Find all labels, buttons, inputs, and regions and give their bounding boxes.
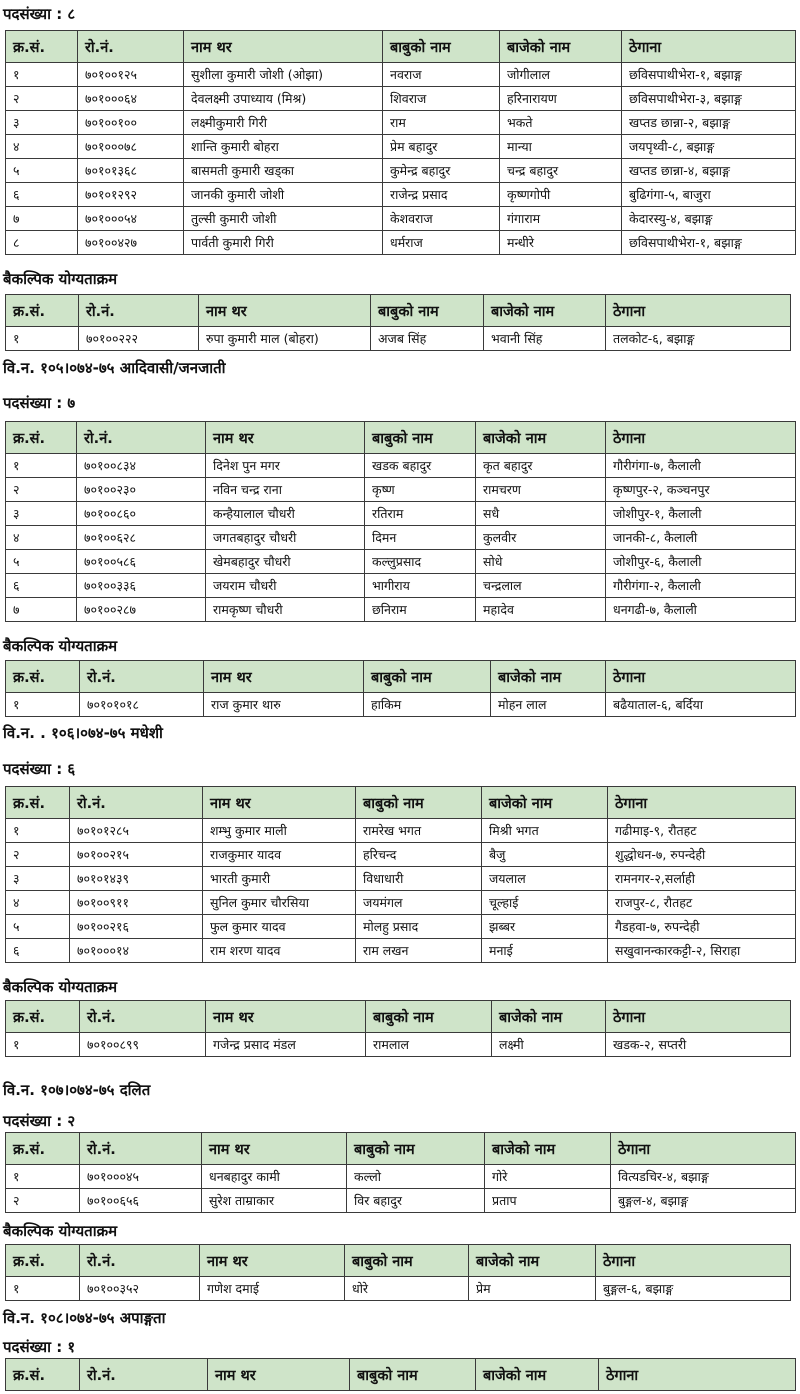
address-cell: जानकी-८, कैलाली: [606, 526, 796, 550]
roll-number-cell: ७०१००५८६: [77, 550, 206, 574]
roll-number-cell: ७०१०००५४: [78, 207, 184, 231]
name-cell: फुल कुमार यादव: [203, 915, 356, 939]
table-row: [6, 1033, 791, 1057]
name-cell: तुल्सी कुमारी जोशी: [184, 207, 383, 231]
header-row: [6, 1359, 796, 1391]
address-cell: धनगढी-७, कैलाली: [606, 598, 796, 622]
address-cell: शुद्धोधन-७, रुपन्देही: [608, 843, 796, 867]
roll-number-cell: ७०१००१२५: [78, 63, 184, 87]
father-name-cell: हाकिम: [364, 693, 491, 717]
section-title: वि.न. . १०६।०७४-७५ मधेशी: [3, 724, 163, 742]
name-cell: बासमती कुमारी खड्का: [184, 159, 383, 183]
grandfather-name-cell: मान्या: [500, 135, 622, 159]
grandfather-name-cell: सधै: [476, 502, 606, 526]
serial-cell: २: [6, 478, 77, 502]
col-roll-number-header: रो.नं.: [80, 1133, 202, 1165]
name-cell: लक्ष्मीकुमारी गिरी: [184, 111, 383, 135]
table-row: [6, 159, 796, 183]
table-row: [6, 1165, 796, 1189]
grandfather-name-cell: भवानी सिंह: [484, 327, 606, 351]
roll-number-cell: ७०१००८३४: [77, 454, 206, 478]
address-cell: खडक-२, सप्तरी: [606, 1033, 791, 1057]
name-cell: गणेश दमाई: [200, 1277, 345, 1301]
father-name-cell: खडक बहादुर: [365, 454, 476, 478]
table-row: [6, 574, 796, 598]
section-title: वि.न. १०७।०७४-७५ दलित: [3, 1081, 151, 1099]
serial-cell: ४: [6, 891, 70, 915]
col-grandfather-name-header: बाजेको नाम: [484, 295, 606, 327]
col-grandfather-name-header: बाजेको नाम: [476, 1359, 599, 1391]
grandfather-name-cell: चन्द्र बहादुर: [500, 159, 622, 183]
grandfather-name-cell: कुलवीर: [476, 526, 606, 550]
alternate-list-label: बैकल्पिक योग्यताक्रम: [3, 978, 118, 996]
table-row: [6, 1189, 796, 1213]
grandfather-name-cell: झब्बर: [482, 915, 608, 939]
address-cell: गौरीगंगा-७, कैलाली: [606, 454, 796, 478]
name-cell: पार्वती कुमारी गिरी: [184, 231, 383, 255]
post-count-label: पदसंख्या : ६: [3, 760, 76, 778]
table-row: [6, 63, 796, 87]
serial-cell: ७: [6, 207, 78, 231]
name-cell: खेमबहादुर चौधरी: [206, 550, 365, 574]
grandfather-name-cell: कृत बहादुर: [476, 454, 606, 478]
serial-cell: ५: [6, 159, 78, 183]
father-name-cell: अजब सिंह: [371, 327, 484, 351]
father-name-cell: प्रेम बहादुर: [383, 135, 500, 159]
name-cell: जगतबहादुर चौधरी: [206, 526, 365, 550]
serial-cell: १: [6, 327, 79, 351]
name-cell: राज कुमार थारु: [204, 693, 364, 717]
col-roll-number-header: रो.नं.: [79, 295, 199, 327]
father-name-cell: राम: [383, 111, 500, 135]
col-roll-number-header: रो.नं.: [80, 1001, 206, 1033]
name-cell: नविन चन्द्र राना: [206, 478, 365, 502]
table-row: [6, 327, 791, 351]
grandfather-name-cell: भकते: [500, 111, 622, 135]
address-cell: रामनगर-२,सर्लाही: [608, 867, 796, 891]
grandfather-name-cell: कृष्णगोपी: [500, 183, 622, 207]
alternate-list-table: [5, 1244, 791, 1301]
table-row: [6, 891, 796, 915]
post-count-label: पदसंख्या : ८: [3, 5, 76, 23]
address-cell: गढीमाइ-९, रौतहट: [608, 819, 796, 843]
col-name-header: नाम थर: [202, 1133, 347, 1165]
table-row: [6, 843, 796, 867]
col-address-header: ठेगाना: [622, 31, 796, 63]
col-address-header: ठेगाना: [606, 422, 796, 454]
address-cell: राजपुर-८, रौतहट: [608, 891, 796, 915]
table-row: [6, 867, 796, 891]
col-address-header: ठेगाना: [599, 1359, 796, 1391]
alternate-list-label: बैकल्पिक योग्यताक्रम: [3, 1222, 118, 1240]
col-roll-number-header: रो.नं.: [70, 787, 203, 819]
col-roll-number-header: रो.नं.: [78, 31, 184, 63]
col-name-header: नाम थर: [199, 295, 371, 327]
alternate-list-table: [5, 1000, 791, 1057]
roll-number-cell: ७०१००२१६: [70, 915, 203, 939]
col-serial-header: क्र.सं.: [6, 1359, 80, 1391]
address-cell: बुङ्गल-६, बझाङ्ग: [596, 1277, 791, 1301]
father-name-cell: कृष्ण: [365, 478, 476, 502]
address-cell: सखुवानन्कारकट्टी-२, सिराहा: [608, 939, 796, 963]
address-cell: जयपृथ्वी-८, बझाङ्ग: [622, 135, 796, 159]
roll-number-cell: ७०१००४२७: [78, 231, 184, 255]
father-name-cell: कल्लो: [347, 1165, 485, 1189]
post-count-label: पदसंख्या : ७: [3, 394, 76, 412]
col-roll-number-header: रो.नं.: [80, 1245, 200, 1277]
col-address-header: ठेगाना: [611, 1133, 796, 1165]
col-grandfather-name-header: बाजेको नाम: [469, 1245, 596, 1277]
table-row: [6, 526, 796, 550]
table-row: [6, 87, 796, 111]
col-grandfather-name-header: बाजेको नाम: [476, 422, 606, 454]
father-name-cell: रामरेख भगत: [356, 819, 482, 843]
table-row: [6, 478, 796, 502]
name-cell: दिनेश पुन मगर: [206, 454, 365, 478]
col-name-header: नाम थर: [203, 787, 356, 819]
grandfather-name-cell: हरिनारायण: [500, 87, 622, 111]
father-name-cell: केशवराज: [383, 207, 500, 231]
grandfather-name-cell: जयलाल: [482, 867, 608, 891]
col-address-header: ठेगाना: [608, 787, 796, 819]
father-name-cell: कल्लुप्रसाद: [365, 550, 476, 574]
merit-list-table: [5, 1358, 796, 1391]
name-cell: जयराम चौधरी: [206, 574, 365, 598]
roll-number-cell: ७०१०००१४: [70, 939, 203, 963]
table-row: [6, 135, 796, 159]
name-cell: देवलक्ष्मी उपाध्याय (मिश्र): [184, 87, 383, 111]
col-name-header: नाम थर: [206, 422, 365, 454]
roll-number-cell: ७०१००२८७: [77, 598, 206, 622]
address-cell: केदारस्यु-४, बझाङ्ग: [622, 207, 796, 231]
address-cell: छविसपाथीभेरा-१, बझाङ्ग: [622, 63, 796, 87]
header-row: [6, 1001, 791, 1033]
father-name-cell: छनिराम: [365, 598, 476, 622]
col-address-header: ठेगाना: [606, 661, 796, 693]
col-grandfather-name-header: बाजेको नाम: [485, 1133, 611, 1165]
col-address-header: ठेगाना: [596, 1245, 791, 1277]
roll-number-cell: ७०१००१००: [78, 111, 184, 135]
father-name-cell: रामलाल: [366, 1033, 492, 1057]
father-name-cell: विर बहादुर: [347, 1189, 485, 1213]
serial-cell: ४: [6, 526, 77, 550]
roll-number-cell: ७०१००२१५: [70, 843, 203, 867]
grandfather-name-cell: गंगाराम: [500, 207, 622, 231]
merit-list-table: [5, 30, 796, 255]
alternate-list-label: बैकल्पिक योग्यताक्रम: [3, 637, 118, 655]
father-name-cell: विधाधारी: [356, 867, 482, 891]
serial-cell: १: [6, 1033, 80, 1057]
roll-number-cell: ७०१००२३०: [77, 478, 206, 502]
grandfather-name-cell: चूल्हाई: [482, 891, 608, 915]
col-roll-number-header: रो.नं.: [77, 422, 206, 454]
roll-number-cell: ७०१०१०१८: [80, 693, 204, 717]
father-name-cell: भागीराय: [365, 574, 476, 598]
col-father-name-header: बाबुको नाम: [350, 1359, 476, 1391]
grandfather-name-cell: मिश्री भगत: [482, 819, 608, 843]
father-name-cell: कुमेन्द्र बहादुर: [383, 159, 500, 183]
address-cell: गैडहवा-७, रुपन्देही: [608, 915, 796, 939]
roll-number-cell: ७०१०१३६८: [78, 159, 184, 183]
col-name-header: नाम थर: [206, 1001, 366, 1033]
col-address-header: ठेगाना: [606, 295, 791, 327]
col-serial-header: क्र.सं.: [6, 1245, 80, 1277]
post-count-label: पदसंख्या : १: [3, 1338, 76, 1356]
table-row: [6, 915, 796, 939]
serial-cell: २: [6, 843, 70, 867]
roll-number-cell: ७०१०१२८५: [70, 819, 203, 843]
table-row: [6, 207, 796, 231]
roll-number-cell: ७०१००३३६: [77, 574, 206, 598]
grandfather-name-cell: प्रताप: [485, 1189, 611, 1213]
grandfather-name-cell: चन्द्रलाल: [476, 574, 606, 598]
name-cell: जानकी कुमारी जोशी: [184, 183, 383, 207]
serial-cell: ३: [6, 502, 77, 526]
section-title: वि.न. १०८।०७४-७५ अपाङ्गता: [3, 1309, 166, 1327]
col-address-header: ठेगाना: [606, 1001, 791, 1033]
serial-cell: ६: [6, 939, 70, 963]
table-row: [6, 819, 796, 843]
serial-cell: १: [6, 454, 77, 478]
serial-cell: ३: [6, 111, 78, 135]
serial-cell: ६: [6, 183, 78, 207]
father-name-cell: मोलहु प्रसाद: [356, 915, 482, 939]
col-serial-header: क्र.सं.: [6, 787, 70, 819]
father-name-cell: राम लखन: [356, 939, 482, 963]
roll-number-cell: ७०१०००४५: [80, 1165, 202, 1189]
col-father-name-header: बाबुको नाम: [371, 295, 484, 327]
address-cell: खप्तड छान्ना-२, बझाङ्ग: [622, 111, 796, 135]
address-cell: बढैयाताल-६, बर्दिया: [606, 693, 796, 717]
grandfather-name-cell: सोधे: [476, 550, 606, 574]
serial-cell: ५: [6, 915, 70, 939]
name-cell: रुपा कुमारी माल (बोहरा): [199, 327, 371, 351]
address-cell: बुढिगंगा-५, बाजुरा: [622, 183, 796, 207]
roll-number-cell: ७०१००३५२: [80, 1277, 200, 1301]
name-cell: रामकृष्ण चौधरी: [206, 598, 365, 622]
serial-cell: ७: [6, 598, 77, 622]
name-cell: सुरेश ताम्राकार: [202, 1189, 347, 1213]
grandfather-name-cell: मोहन लाल: [491, 693, 606, 717]
grandfather-name-cell: जोगीलाल: [500, 63, 622, 87]
table-row: [6, 693, 796, 717]
serial-cell: ४: [6, 135, 78, 159]
col-grandfather-name-header: बाजेको नाम: [492, 1001, 606, 1033]
col-serial-header: क्र.सं.: [6, 422, 77, 454]
col-father-name-header: बाबुको नाम: [345, 1245, 469, 1277]
grandfather-name-cell: रामचरण: [476, 478, 606, 502]
table-row: [6, 111, 796, 135]
father-name-cell: हरिचन्द: [356, 843, 482, 867]
name-cell: शान्ति कुमारी बोहरा: [184, 135, 383, 159]
col-name-header: नाम थर: [208, 1359, 350, 1391]
roll-number-cell: ७०१००८६०: [77, 502, 206, 526]
table-row: [6, 231, 796, 255]
col-serial-header: क्र.सं.: [6, 295, 79, 327]
address-cell: जोशीपुर-१, कैलाली: [606, 502, 796, 526]
table-row: [6, 1277, 791, 1301]
father-name-cell: रतिराम: [365, 502, 476, 526]
roll-number-cell: ७०१०००६४: [78, 87, 184, 111]
address-cell: कृष्णपुर-२, कञ्चनपुर: [606, 478, 796, 502]
table-row: [6, 598, 796, 622]
roll-number-cell: ७०१००९११: [70, 891, 203, 915]
address-cell: खप्तड छान्ना-४, बझाङ्ग: [622, 159, 796, 183]
col-name-header: नाम थर: [200, 1245, 345, 1277]
col-father-name-header: बाबुको नाम: [383, 31, 500, 63]
col-roll-number-header: रो.नं.: [80, 661, 204, 693]
alternate-list-label: बैकल्पिक योग्यताक्रम: [3, 270, 118, 288]
address-cell: गौरीगंगा-२, कैलाली: [606, 574, 796, 598]
serial-cell: ६: [6, 574, 77, 598]
grandfather-name-cell: महादेव: [476, 598, 606, 622]
roll-number-cell: ७०१००६२८: [77, 526, 206, 550]
merit-list-table: [5, 786, 796, 963]
table-row: [6, 502, 796, 526]
name-cell: कन्हैयालाल चौधरी: [206, 502, 365, 526]
father-name-cell: धोरे: [345, 1277, 469, 1301]
col-grandfather-name-header: बाजेको नाम: [500, 31, 622, 63]
col-father-name-header: बाबुको नाम: [366, 1001, 492, 1033]
name-cell: गजेन्द्र प्रसाद मंडल: [206, 1033, 366, 1057]
serial-cell: १: [6, 1277, 80, 1301]
address-cell: छविसपाथीभेरा-३, बझाङ्ग: [622, 87, 796, 111]
col-grandfather-name-header: बाजेको नाम: [482, 787, 608, 819]
father-name-cell: धर्मराज: [383, 231, 500, 255]
father-name-cell: नवराज: [383, 63, 500, 87]
alternate-list-table: [5, 660, 796, 717]
col-name-header: नाम थर: [184, 31, 383, 63]
section-title: वि.न. १०५।०७४-७५ आदिवासी/जनजाती: [3, 359, 226, 377]
col-serial-header: क्र.सं.: [6, 1133, 80, 1165]
col-father-name-header: बाबुको नाम: [347, 1133, 485, 1165]
name-cell: शम्भु कुमार माली: [203, 819, 356, 843]
roll-number-cell: ७०१००२२२: [79, 327, 199, 351]
father-name-cell: जयमंगल: [356, 891, 482, 915]
alternate-list-table: [5, 294, 791, 351]
grandfather-name-cell: लक्ष्मी: [492, 1033, 606, 1057]
serial-cell: ८: [6, 231, 78, 255]
address-cell: जोशीपुर-६, कैलाली: [606, 550, 796, 574]
merit-list-table: [5, 1132, 796, 1213]
serial-cell: १: [6, 819, 70, 843]
table-row: [6, 454, 796, 478]
header-row: [6, 1245, 791, 1277]
col-serial-header: क्र.सं.: [6, 661, 80, 693]
father-name-cell: दिमन: [365, 526, 476, 550]
name-cell: राजकुमार यादव: [203, 843, 356, 867]
table-row: [6, 550, 796, 574]
serial-cell: ५: [6, 550, 77, 574]
col-father-name-header: बाबुको नाम: [365, 422, 476, 454]
address-cell: छविसपाथीभेरा-१, बझाङ्ग: [622, 231, 796, 255]
name-cell: राम शरण यादव: [203, 939, 356, 963]
grandfather-name-cell: मन्धीरे: [500, 231, 622, 255]
merit-list-table: [5, 421, 796, 622]
serial-cell: १: [6, 1165, 80, 1189]
header-row: [6, 787, 796, 819]
post-count-label: पदसंख्या : २: [3, 1112, 76, 1130]
name-cell: धनबहादुर कामी: [202, 1165, 347, 1189]
grandfather-name-cell: बैजु: [482, 843, 608, 867]
header-row: [6, 1133, 796, 1165]
col-father-name-header: बाबुको नाम: [356, 787, 482, 819]
col-father-name-header: बाबुको नाम: [364, 661, 491, 693]
header-row: [6, 295, 791, 327]
father-name-cell: राजेन्द्र प्रसाद: [383, 183, 500, 207]
serial-cell: ३: [6, 867, 70, 891]
address-cell: बुङ्गल-४, बझाङ्ग: [611, 1189, 796, 1213]
serial-cell: १: [6, 63, 78, 87]
col-serial-header: क्र.सं.: [6, 31, 78, 63]
roll-number-cell: ७०१०००७८: [78, 135, 184, 159]
name-cell: सुशीला कुमारी जोशी (ओझा): [184, 63, 383, 87]
table-row: [6, 183, 796, 207]
roll-number-cell: ७०१००६५६: [80, 1189, 202, 1213]
address-cell: वित्यडचिर-४, बझाङ्ग: [611, 1165, 796, 1189]
name-cell: सुनिल कुमार चौरसिया: [203, 891, 356, 915]
serial-cell: २: [6, 87, 78, 111]
grandfather-name-cell: प्रेम: [469, 1277, 596, 1301]
col-roll-number-header: रो.नं.: [80, 1359, 208, 1391]
name-cell: भारती कुमारी: [203, 867, 356, 891]
col-grandfather-name-header: बाजेको नाम: [491, 661, 606, 693]
grandfather-name-cell: मनाई: [482, 939, 608, 963]
table-row: [6, 939, 796, 963]
grandfather-name-cell: गोरे: [485, 1165, 611, 1189]
roll-number-cell: ७०१०१४३९: [70, 867, 203, 891]
roll-number-cell: ७०१००८९९: [80, 1033, 206, 1057]
header-row: [6, 661, 796, 693]
serial-cell: १: [6, 693, 80, 717]
father-name-cell: शिवराज: [383, 87, 500, 111]
header-row: [6, 422, 796, 454]
col-serial-header: क्र.सं.: [6, 1001, 80, 1033]
address-cell: तलकोट-६, बझाङ्ग: [606, 327, 791, 351]
roll-number-cell: ७०१०१२९२: [78, 183, 184, 207]
serial-cell: २: [6, 1189, 80, 1213]
col-name-header: नाम थर: [204, 661, 364, 693]
header-row: [6, 31, 796, 63]
